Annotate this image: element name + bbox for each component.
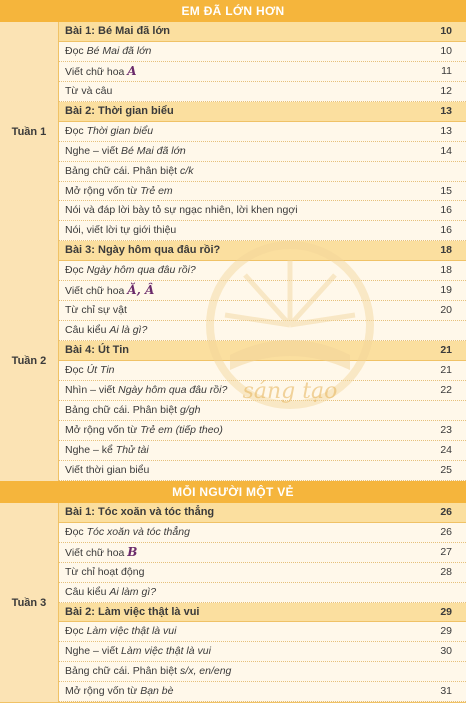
item-text: Nhìn – viết [65,384,119,396]
week-label: Tuần 1 [0,22,59,241]
toc-item-row[interactable] [59,321,466,341]
item-text: Từ chỉ sự vật [65,304,127,317]
toc-item-row[interactable] [59,583,466,603]
lesson-title: Bài 1: Tóc xoăn và tóc thẳng [65,505,215,518]
toc-item-row[interactable] [59,201,466,221]
item-text: Đọc [65,525,87,538]
page-number: 24 [440,443,452,456]
lesson-title-row[interactable] [59,503,466,523]
toc-item-row[interactable] [59,642,466,662]
item-text: Từ và câu [65,84,113,97]
lesson-title-row[interactable] [59,603,466,623]
page-number: 25 [440,463,452,476]
item-text: Bảng chữ cái. Phân biệt [65,665,181,678]
item-text: Câu kiểu [65,585,110,598]
week-label: Tuần 3 [0,503,59,703]
item-italic-text: c/k [180,164,194,177]
toc-item-row[interactable] [59,62,466,82]
toc-item-row[interactable] [59,441,466,461]
page-number: 27 [440,545,452,558]
lesson-title: Bài 4: Út Tin [65,344,129,357]
item-italic-text: Ai là gì? [109,324,148,337]
page-number: 11 [441,64,452,77]
item-text: Nghe – viết [65,144,122,157]
item-text: Nói, viết lời tự giới thiệu [65,224,177,237]
page-number: 26 [440,525,452,538]
item-italic-text: Làm việc thật là vui [121,645,211,658]
item-text: Nghe – kể [65,443,116,456]
toc-item-row[interactable] [59,461,466,481]
toc-item-row[interactable] [59,82,466,102]
handwritten-letter: B [127,544,138,559]
item-text: Mở rộng vốn từ [65,184,141,197]
item-text: Viết chữ hoa [65,285,128,298]
page-number: 28 [440,565,452,578]
toc-item-row[interactable] [59,162,466,182]
item-italic-text: Trẻ em [140,184,173,197]
item-text: Nghe – viết [65,645,122,658]
toc-item-row[interactable] [59,221,466,241]
item-italic-text: Bạn bè [140,685,174,698]
item-text: Viết thời gian biểu [65,463,150,476]
page-number: 31 [440,685,452,698]
toc-item-row[interactable] [59,421,466,441]
lesson-title-row[interactable] [59,22,466,42]
item-italic-text: Tóc xoăn và tóc thẳng [86,525,190,538]
item-italic-text: Út Tin [86,364,115,377]
item-text: Bảng chữ cái. Phân biệt [65,403,181,416]
handwritten-letter: A [127,63,137,78]
toc-item-row[interactable] [59,301,466,321]
week-block [0,241,466,481]
item-italic-text: g/gh [180,403,201,416]
page-number: 10 [440,44,452,57]
handwritten-letter: Ă, Â [127,283,155,298]
page-number: 20 [440,304,452,317]
item-text: Mở rộng vốn từ [65,423,141,436]
toc-item-row[interactable] [59,563,466,583]
lesson-title-row[interactable] [59,241,466,261]
page-number: 16 [440,204,452,217]
toc-item-row[interactable] [59,543,466,563]
toc-item-row[interactable] [59,122,466,142]
item-italic-text: Ai làm gì? [109,585,157,598]
week-block [0,22,466,242]
lesson-title: Bài 3: Ngày hôm qua đâu rồi? [65,244,221,257]
toc-item-row[interactable] [59,142,466,162]
item-italic-text: s/x, en/eng [180,665,232,678]
toc-item-row[interactable] [59,401,466,421]
page-number: 13 [440,124,452,137]
lesson-list [59,503,466,702]
item-text: Mở rộng vốn từ [65,685,141,698]
lesson-list [59,241,466,480]
page-number: 18 [440,244,452,257]
toc-item-row[interactable] [59,281,466,301]
item-italic-text: Bé Mai đã lớn [121,144,186,157]
page-number: 29 [440,605,452,618]
item-text: Đọc [65,625,87,638]
toc-item-row[interactable] [59,622,466,642]
page-number: 12 [440,84,452,97]
item-italic-text: Thời gian biểu [86,124,154,137]
item-italic-text: Thử tài [115,443,149,456]
page-number: 26 [440,505,452,518]
item-text: Viết chữ hoa [65,65,128,78]
item-text: Bảng chữ cái. Phân biệt [65,164,181,177]
page-number: 18 [440,264,452,277]
item-text: Đọc [65,364,87,377]
item-italic-text: Ngày hôm qua đâu rồi? [86,264,196,277]
lesson-list [59,22,466,241]
page-number: 29 [440,625,452,638]
toc-item-row[interactable] [59,523,466,543]
page-number: 19 [440,284,452,297]
item-text: Đọc [65,124,87,137]
page-number: 15 [440,184,452,197]
page-number: 16 [440,224,452,237]
item-text: Đọc [65,264,87,277]
toc-item-row[interactable] [59,682,466,702]
section-header: EM ĐÃ LỚN HƠN [0,0,466,22]
item-text: Từ chỉ hoạt động [65,565,145,578]
page-number: 21 [440,364,452,377]
item-italic-text: Làm việc thật là vui [86,625,177,638]
toc-item-row[interactable] [59,182,466,202]
lesson-title: Bài 2: Làm việc thật là vui [65,605,200,618]
item-text: Viết chữ hoa [65,546,128,559]
watermark-text: sáng tạo [242,379,338,404]
page-number: 14 [440,144,452,157]
toc-item-row[interactable] [59,381,466,401]
toc-item-row[interactable] [59,662,466,682]
lesson-title-row[interactable] [59,102,466,122]
page-number: 23 [440,423,452,436]
item-text: Câu kiểu [65,324,110,337]
page-number: 22 [440,384,452,396]
section-header: MỖI NGƯỜI MỘT VẺ [0,481,466,503]
page-number: 10 [440,25,452,37]
item-italic-text: Ngày hôm qua đâu rồi? [118,384,228,396]
toc-item-row[interactable] [59,42,466,62]
page-number: 13 [440,104,452,117]
lesson-title: Bài 2: Thời gian biểu [65,104,174,117]
lesson-title: Bài 1: Bé Mai đã lớn [65,25,171,37]
item-text: Đọc [65,44,87,57]
toc-item-row[interactable] [59,261,466,281]
item-italic-text: Trẻ em (tiếp theo) [140,423,223,436]
toc-item-row[interactable] [59,361,466,381]
item-italic-text: Bé Mai đã lớn [86,44,152,57]
week-block [0,503,466,703]
page-number: 30 [440,645,452,658]
page-number: 21 [440,344,452,357]
lesson-title-row[interactable] [59,341,466,361]
item-text: Nói và đáp lời bày tỏ sự ngạc nhiên, lời khen ngợi [65,204,298,217]
week-label: Tuần 2 [0,241,59,480]
